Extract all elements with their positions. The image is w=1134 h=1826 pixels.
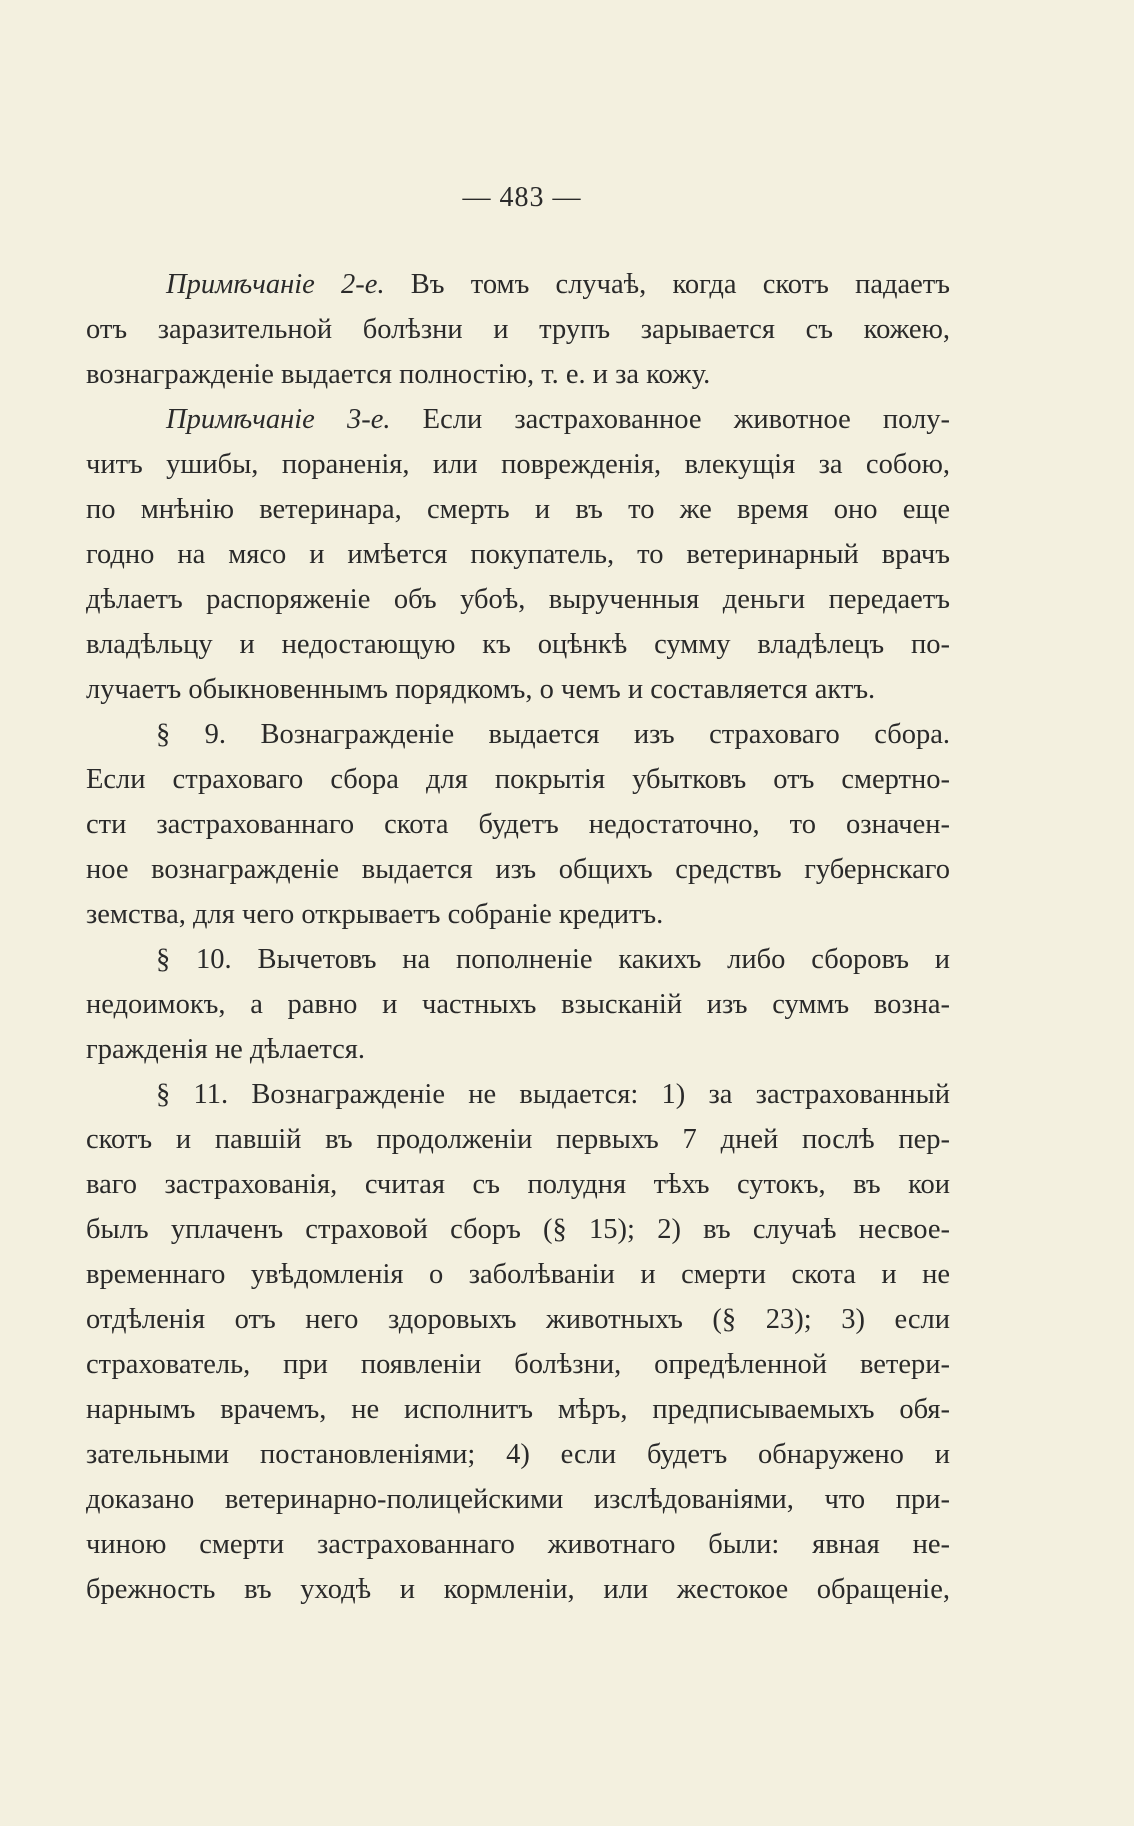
paragraph-note-3 [86,397,950,712]
text-line: отъ заразительной болѣзни и трупъ зарывается съ кожею, [86,314,950,345]
text-line: § 9. Вознагражденіе выдается изъ страховаго сбора. [156,719,950,750]
text-line: читъ ушибы, пораненія, или поврежденія, влекущія за собою, [86,449,950,480]
text-line: отдѣленія отъ него здоровыхъ животныхъ (§ 23); 3) если [86,1304,950,1335]
text-line: скотъ и павшій въ продолженіи первыхъ 7 дней послѣ пер- [86,1124,950,1155]
text-line: по мнѣнію ветеринара, смерть и въ то же время оно еще [86,494,950,525]
text-line: владѣльцу и недостающую къ оцѣнкѣ сумму владѣлецъ по- [86,629,950,660]
text-line: земства, для чего открываетъ собраніе кредитъ. [86,899,664,930]
text-line: зательными постановленіями; 4) если будетъ обнаружено и [86,1439,950,1470]
text-line: брежность въ уходѣ и кормленіи, или жестокое обращеніе, [86,1574,950,1605]
text-line: дѣлаетъ распоряженіе объ убоѣ, вырученныя деньги передаетъ [86,584,950,615]
text-line: былъ уплаченъ страховой сборъ (§ 15); 2) въ случаѣ несвое- [86,1214,950,1245]
body-text [86,262,950,1612]
note-lead: Примѣчаніе 3-е. [166,404,391,435]
paragraph-note-2 [86,262,950,397]
page-number: — 483 — [462,182,582,213]
text-line: доказано ветеринарно-полицейскими изслѣдованіями, что при- [86,1484,950,1515]
text-line: вознагражденіе выдается полностію, т. е. и за кожу. [86,359,711,390]
text-line: страхователь, при появленіи болѣзни, опредѣленной ветери- [86,1349,950,1380]
paragraph-section-9 [86,712,950,937]
text-line: годно на мясо и имѣется покупатель, то ветеринарный врачъ [86,539,950,570]
text-line: нарнымъ врачемъ, не исполнитъ мѣръ, предписываемыхъ обя- [86,1394,950,1425]
text-line: временнаго увѣдомленія о заболѣваніи и смерти скота и не [86,1259,950,1290]
paragraph-section-10 [86,937,950,1072]
text-line: Примѣчаніе 2-е. Въ томъ случаѣ, когда скотъ падаетъ [166,269,950,300]
text-line: Примѣчаніе 3-е. Если застрахованное животное полу- [166,404,950,435]
text-line: ваго застрахованія, считая съ полудня тѣхъ сутокъ, въ кои [86,1169,950,1200]
text-line: Если страховаго сбора для покрытія убытковъ отъ смертно- [86,764,950,795]
text-line: чиною смерти застрахованнаго животнаго были: явная не- [86,1529,950,1560]
paragraph-section-11 [86,1072,950,1612]
text-line: лучаетъ обыкновеннымъ порядкомъ, о чемъ и составляется актъ. [86,674,876,705]
text-line: недоимокъ, а равно и частныхъ взысканій изъ суммъ возна- [86,989,950,1020]
note-lead: Примѣчаніе 2-е. [166,269,385,300]
text-line: ное вознагражденіе выдается изъ общихъ средствъ губернскаго [86,854,950,885]
text-line: § 11. Вознагражденіе не выдается: 1) за застрахованный [156,1079,950,1110]
text-line: гражденія не дѣлается. [86,1034,366,1065]
text-line: сти застрахованнаго скота будетъ недостаточно, то означен- [86,809,950,840]
text-line: § 10. Вычетовъ на пополненіе какихъ либо сборовъ и [156,944,950,975]
